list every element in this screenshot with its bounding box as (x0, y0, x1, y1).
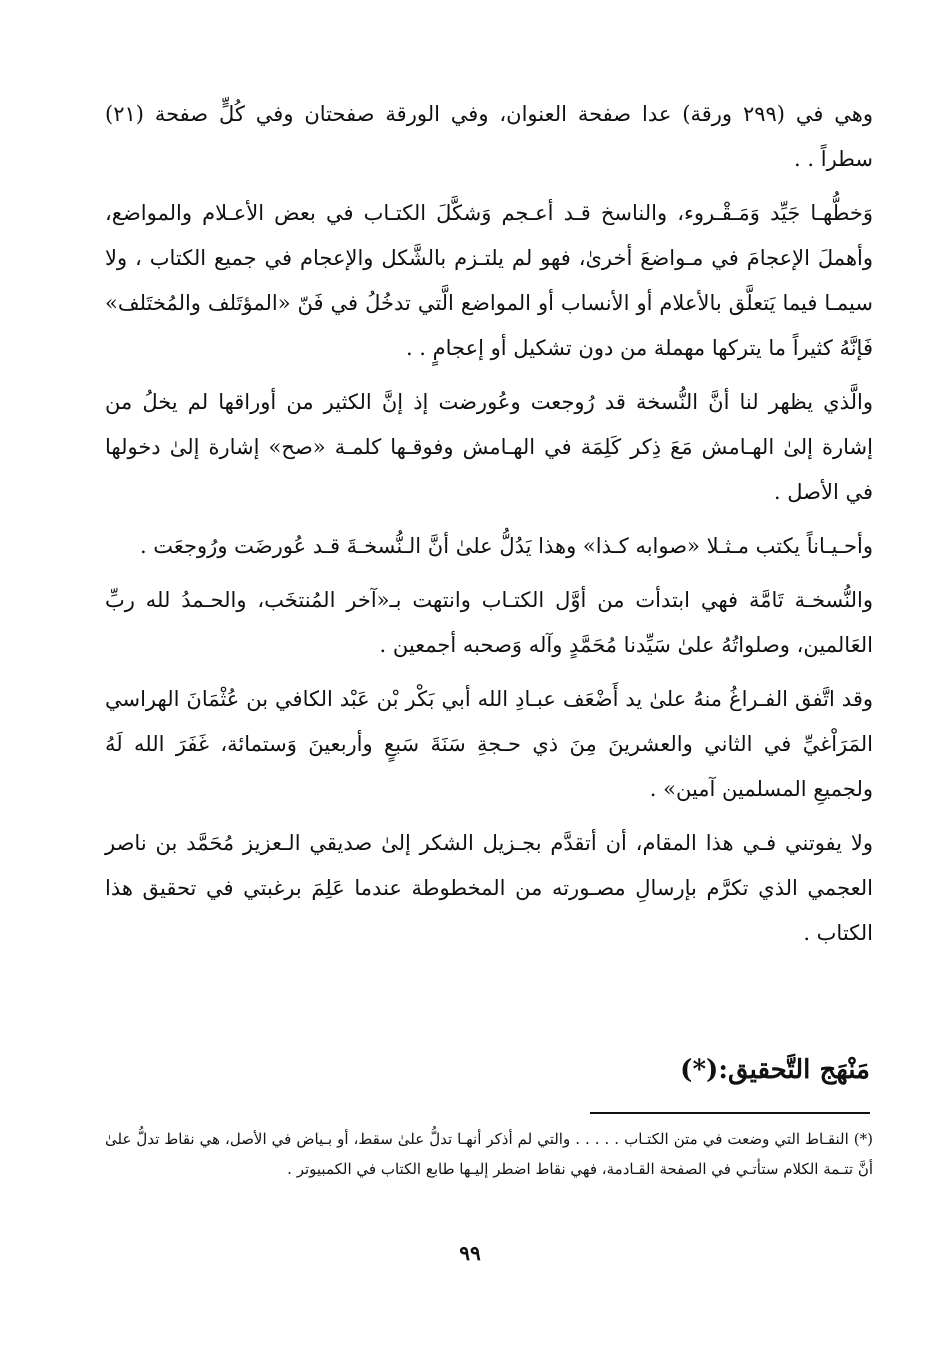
paragraph-handwriting: وَخطُّهـا جَيِّد وَمَـقْـروء، والناسخ قـد أعـجم وَشكَّلَ الكتـاب في بعض الأعـلام والمواضع، وأهملَ الإعجامَ في مـواضعَ أخرىٰ، فهو لم يلتـزم بالشَّكل والإعجام في جميع الكتاب ، ولا سيمـا فيما يَتعلَّق بالأعلام أو الأنساب أو المواضع الَّتي تدخُلُ في فَنّ «المؤتَلف والمُختَلف» فَإنَّهُ كثيراً ما يتركها مهملة من دون تشكيل أو إعجامٍ . . (105, 201, 873, 360)
paragraph-completeness: والنُّسخـة تَامَّة فهي ابتدأت من أوَّل الكتـاب وانتهت بـ«آخر المُنتخَب، والحـمدُ لله ربِّ العَالمين، وصلواتُهُ علىٰ سَيِّدنا مُحَمَّدٍ وآله وَصحبه أجمعين . (105, 588, 873, 657)
footnote-divider (590, 1112, 870, 1114)
main-text (105, 92, 873, 965)
paragraph-manuscript-size: وهي في (٢٩٩ ورقة) عدا صفحة العنوان، وفي الورقة صفحتان وفي كُلٍّ صفحة (٢١) سطراً . . (105, 102, 874, 171)
paragraph-colophon: وقد اتَّفق الفـراغُ منهُ علىٰ يد أَضْعَف عبـادِ الله أبي بَكْر بْن عَبْد الكافي بن عُثْمَانَ الهراسي المَرَاْغيِّ في الثاني والعشرينَ مِنَ ذي حـجةِ سَنَةَ سَبعٍ وأربعينَ وَستمائة، غَفَرَ الله لَهُ ولجميعِ المسلمين آمين» . (105, 687, 873, 801)
paragraph-acknowledgement: ولا يفوتني فـي هذا المقام، أن أتقدَّم بجـزيل الشكر إلىٰ صديقي الـعزيز مُحَمَّد بن ناصر العجمي الذي تكرَّم بإرسالِ مصـورته من المخطوطة عندما عَلِمَ برغبتي في تحقيق هذا الكتاب . (105, 831, 873, 945)
footnote-text: (*) النقـاط التي وضعت في متن الكتـاب . . . . . والتي لم أذكر أنهـا تدلُّ علىٰ سقط، أو بـياض في الأصل، هي نقاط تدلُّ علىٰ أنَّ تتـمة الكلام ستأتـي في الصفحة القـادمة، فهي نقاط اضطر إليـها طابع الكتاب في الكمبيوتر . (105, 1130, 873, 1178)
page-number: ٩٩ (459, 1241, 481, 1265)
paragraph-review: والَّذي يظهر لنا أنَّ النُّسخة قد رُوجعت وعُورضت إذ إنَّ الكثير من أوراقها لم يخلُ من إشارة إلىٰ الهـامش مَعَ ذِكر كَلِمَة في الهـامش وفوقـها كلمـة «صح» إشارة إلىٰ دخولها في الأصل . (105, 390, 873, 504)
section-heading: مَنْهَج التَّحقيق:(*) (680, 1055, 870, 1085)
footnote (105, 1124, 873, 1184)
paragraph-corrections: وأحـيـاناً يكتب مـثـلا «صوابه كـذا» وهذا يَدُلُّ علىٰ أنَّ الـنُّسخـةَ قـد عُورضَت ورُوجعَت . (139, 534, 873, 558)
